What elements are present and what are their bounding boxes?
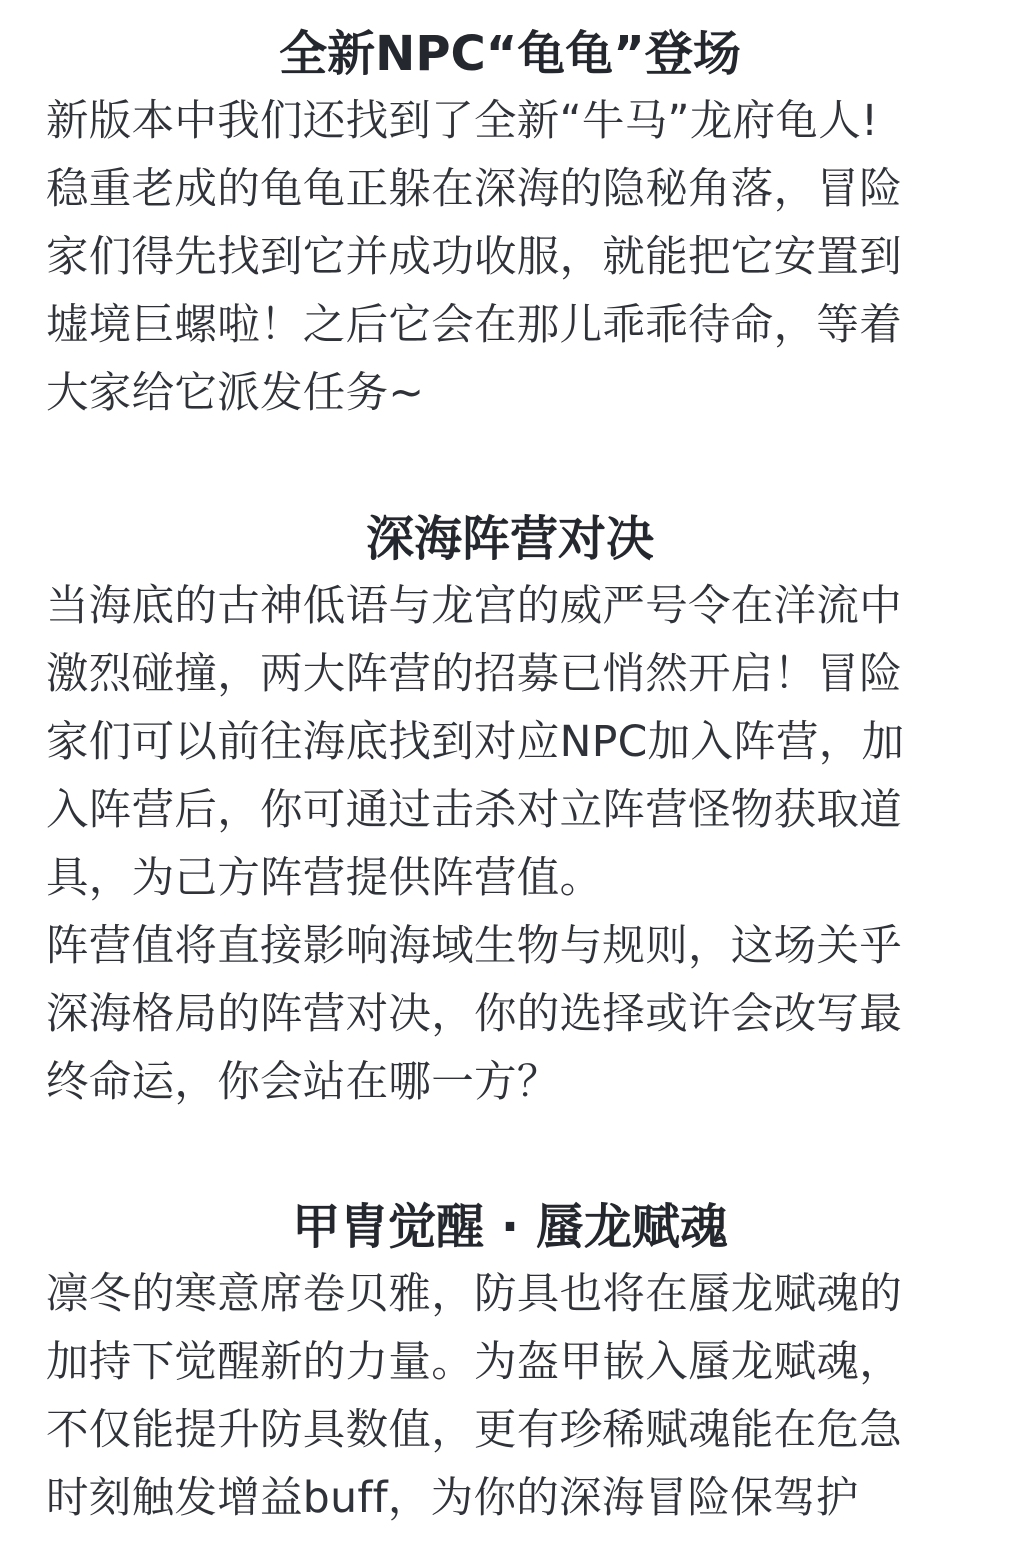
paragraph bbox=[0, 573, 956, 913]
text-line: 稳重老成的龟龟正躲在深海的隐秘角落，冒险 bbox=[46, 165, 903, 214]
text-line: 终命运，你会站在哪一方？ bbox=[46, 1058, 560, 1107]
text-line: 入阵营后，你可通过击杀对立阵营怪物获取道 bbox=[46, 786, 903, 835]
text-line: 激烈碰撞，两大阵营的招募已悄然开启！冒险 bbox=[46, 650, 903, 699]
text-line: 大家给它派发任务~ bbox=[46, 369, 425, 418]
section-title: 深海阵营对决 bbox=[365, 511, 654, 567]
text-line: 新版本中我们还找到了全新“牛马”龙府龟人! bbox=[46, 97, 879, 146]
text-line: 墟境巨螺啦！之后它会在那儿乖乖待命，等着 bbox=[46, 301, 903, 350]
section-armor-awakening bbox=[0, 1193, 1020, 1533]
text-line: 加持下觉醒新的力量。为盔甲嵌入蜃龙赋魂， bbox=[46, 1338, 903, 1387]
section-new-npc bbox=[0, 20, 1020, 428]
text-line: 凛冬的寒意席卷贝雅，防具也将在蜃龙赋魂的 bbox=[46, 1270, 903, 1319]
text-line: 时刻触发增益buff，为你的深海冒险保驾护 bbox=[46, 1474, 859, 1523]
text-line: 不仅能提升防具数值，更有珍稀赋魂能在危急 bbox=[46, 1406, 903, 1455]
section-title: 甲胄觉醒 · 蜃龙赋魂 bbox=[292, 1199, 728, 1255]
text-line: 家们可以前往海底找到对应NPC加入阵营，加 bbox=[46, 718, 905, 767]
paragraph bbox=[0, 1261, 956, 1533]
text-line: 家们得先找到它并成功收服，就能把它安置到 bbox=[46, 233, 903, 282]
section-faction-battle bbox=[0, 505, 1020, 1117]
section-title: 全新NPC“龟龟”登场 bbox=[279, 26, 741, 82]
text-line: 深海格局的阵营对决，你的选择或许会改写最 bbox=[46, 990, 903, 1039]
paragraph bbox=[0, 88, 956, 428]
text-line: 阵营值将直接影响海域生物与规则，这场关乎 bbox=[46, 922, 903, 971]
text-line: 当海底的古神低语与龙宫的威严号令在洋流中 bbox=[46, 582, 903, 631]
paragraph bbox=[0, 913, 956, 1117]
text-line: 具，为己方阵营提供阵营值。 bbox=[46, 854, 603, 903]
